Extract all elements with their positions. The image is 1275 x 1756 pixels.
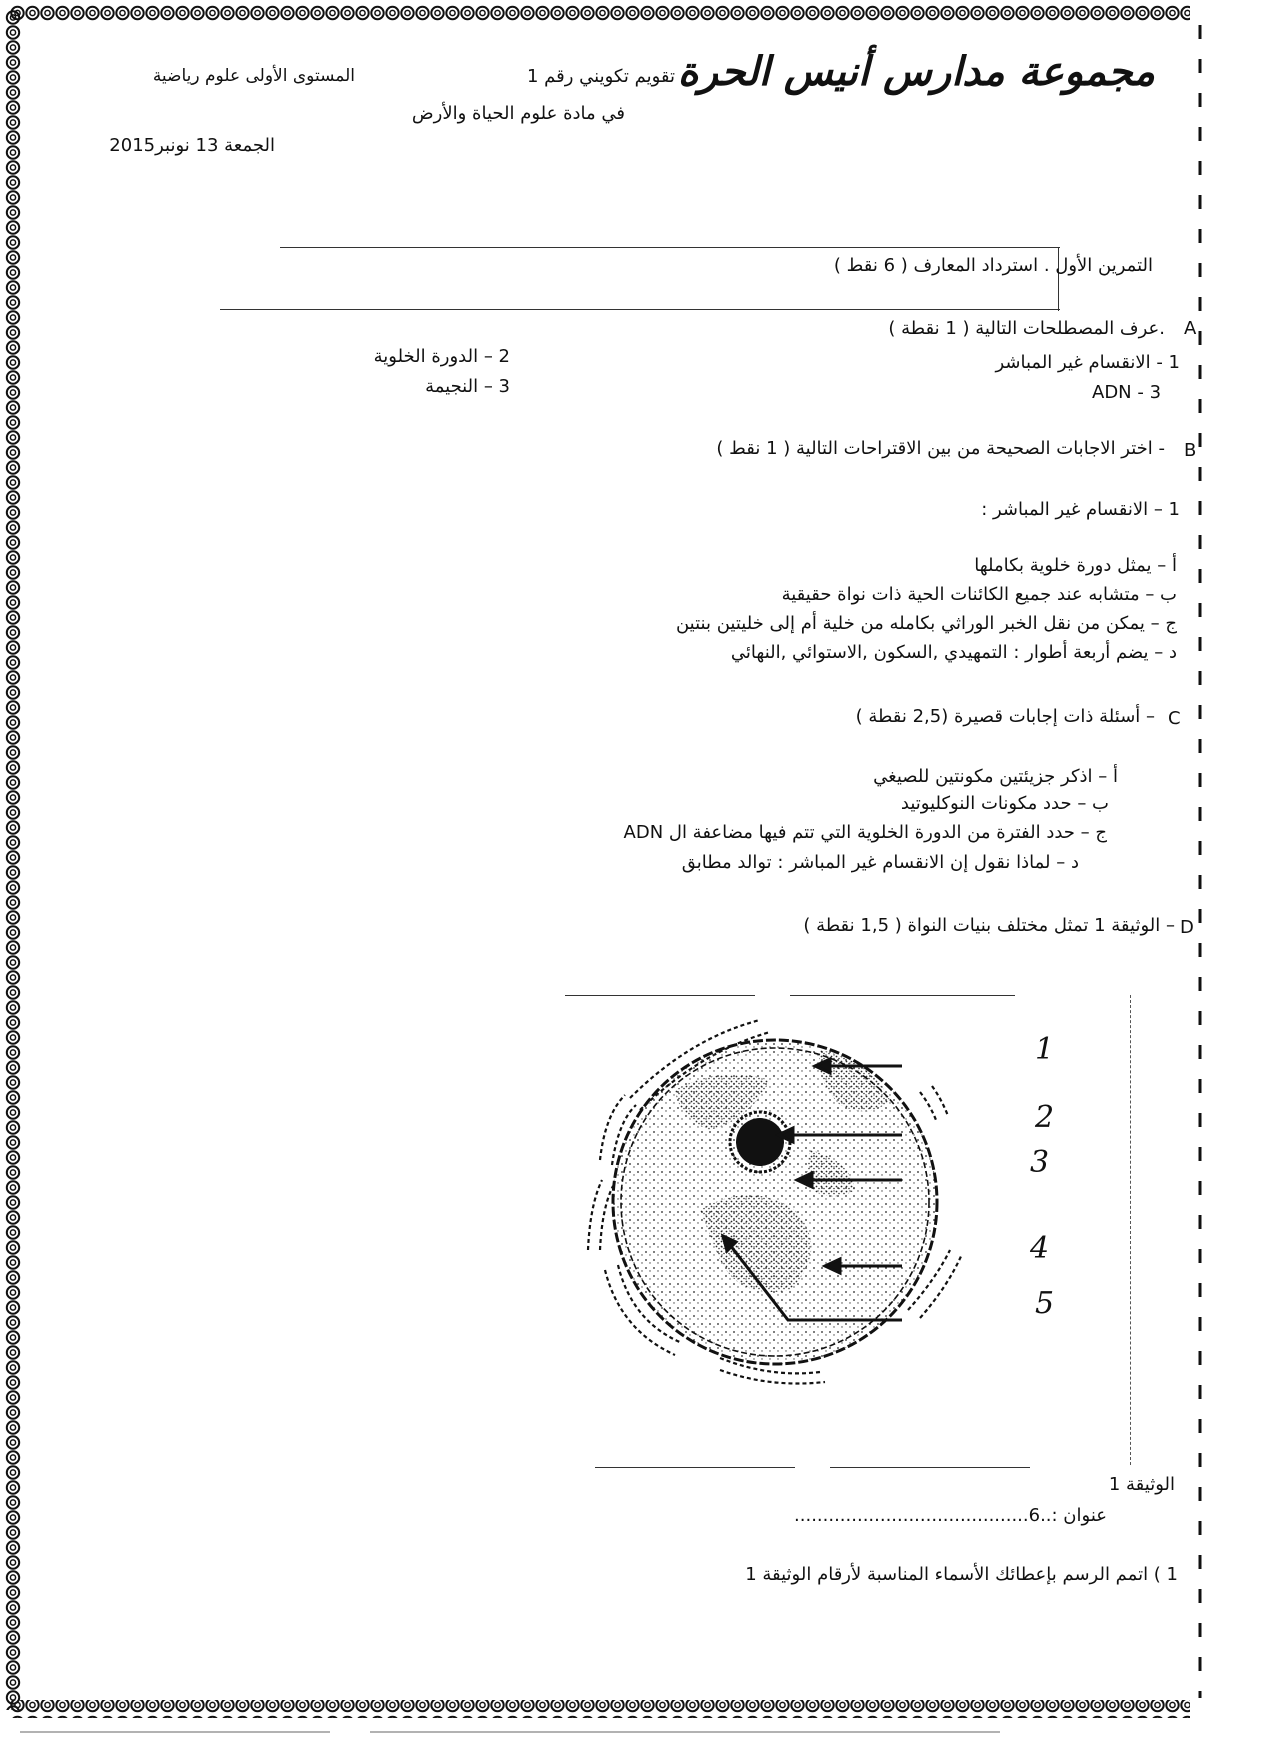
part-b-letter: B [1184, 440, 1197, 461]
question-a: أ – اذكر جزيئتين مكونتين للصيغي [873, 766, 1118, 787]
part-a-letter: A [1184, 318, 1197, 339]
left-border [4, 10, 22, 1710]
figure-label-3: 3 [1030, 1145, 1050, 1180]
exam-date: الجمعة 13 نونبر2015 [109, 135, 275, 156]
term-3: ADN - 3 [1092, 382, 1162, 403]
figure-label-4: 4 [1030, 1231, 1050, 1266]
figure-caption: الوثيقة 1 [1108, 1474, 1175, 1495]
figure-label-1: 1 [1035, 1032, 1055, 1067]
part-a-prompt: .عرف المصطلحات التالية ( 1 نقطة ) [888, 318, 1165, 339]
nucleolus [736, 1118, 784, 1166]
term-1: 1 - الانقسام غير المباشر [995, 352, 1180, 373]
figure-label-2: 2 [1035, 1100, 1055, 1135]
part-c-letter: C [1168, 708, 1181, 729]
part-b-prompt: - اختر الاجابات الصحيحة من بين الاقتراحات التالية ( 1 نقط ) [716, 438, 1165, 459]
level-line: المستوى الأولى علوم رياضية [152, 66, 355, 86]
figure-label-5: 5 [1035, 1286, 1055, 1321]
part-d-letter: D [1180, 917, 1194, 938]
figure-title-line: عنوان :..6......................................... [794, 1505, 1107, 1526]
term-2: 2 – الدورة الخلوية [373, 346, 510, 367]
part-d-prompt: – الوثيقة 1 تمثل مختلف بنيات النواة ( 1,5 نقطة ) [803, 915, 1175, 936]
part-b-question: 1 – الانقسام غير المباشر : [981, 499, 1180, 520]
question-c: ج – حدد الفترة من الدورة الخلوية التي تتم فيها مضاعفة ال ADN [623, 822, 1107, 843]
exercise-title: التمرين الأول . استرداد المعارف ( 6 نقط ) [833, 255, 1153, 276]
figure-question-1: 1 ) اتمم الرسم بإعطائك الأسماء المناسبة لأرقام الوثيقة 1 [745, 1564, 1178, 1585]
term-4: 3 – النجيمة [425, 376, 510, 397]
subject-line: في مادة علوم الحياة والأرض [411, 103, 625, 124]
question-b: ب – حدد مكونات النوكليوتيد [900, 793, 1109, 814]
school-title: مجموعة مدارس أنيس الحرة [677, 48, 1155, 95]
top-border [10, 4, 1190, 22]
nucleus-diagram [580, 1010, 1100, 1390]
bottom-border [10, 1700, 1190, 1718]
option-a: أ – يمثل دورة خلوية بكاملها [974, 555, 1177, 576]
part-c-prompt: – أسئلة ذات إجابات قصيرة (2,5 نقطة ) [855, 706, 1155, 727]
option-b: ب – متشابه عند جميع الكائنات الحية ذات نواة حقيقية [781, 584, 1177, 605]
evaluation-title: تقويم تكويني رقم 1 [527, 66, 675, 87]
question-d: د – لماذا نقول إن الانقسام غير المباشر : توالد مطابق [681, 852, 1079, 873]
option-d: د – يضم أربعة أطوار : التمهيدي ,السكون ,الاستوائي ,النهائي [730, 642, 1177, 663]
option-c: ج – يمكن من نقل الخبر الوراثي بكامله من خلية أم إلى خليتين بنتين [675, 613, 1177, 634]
